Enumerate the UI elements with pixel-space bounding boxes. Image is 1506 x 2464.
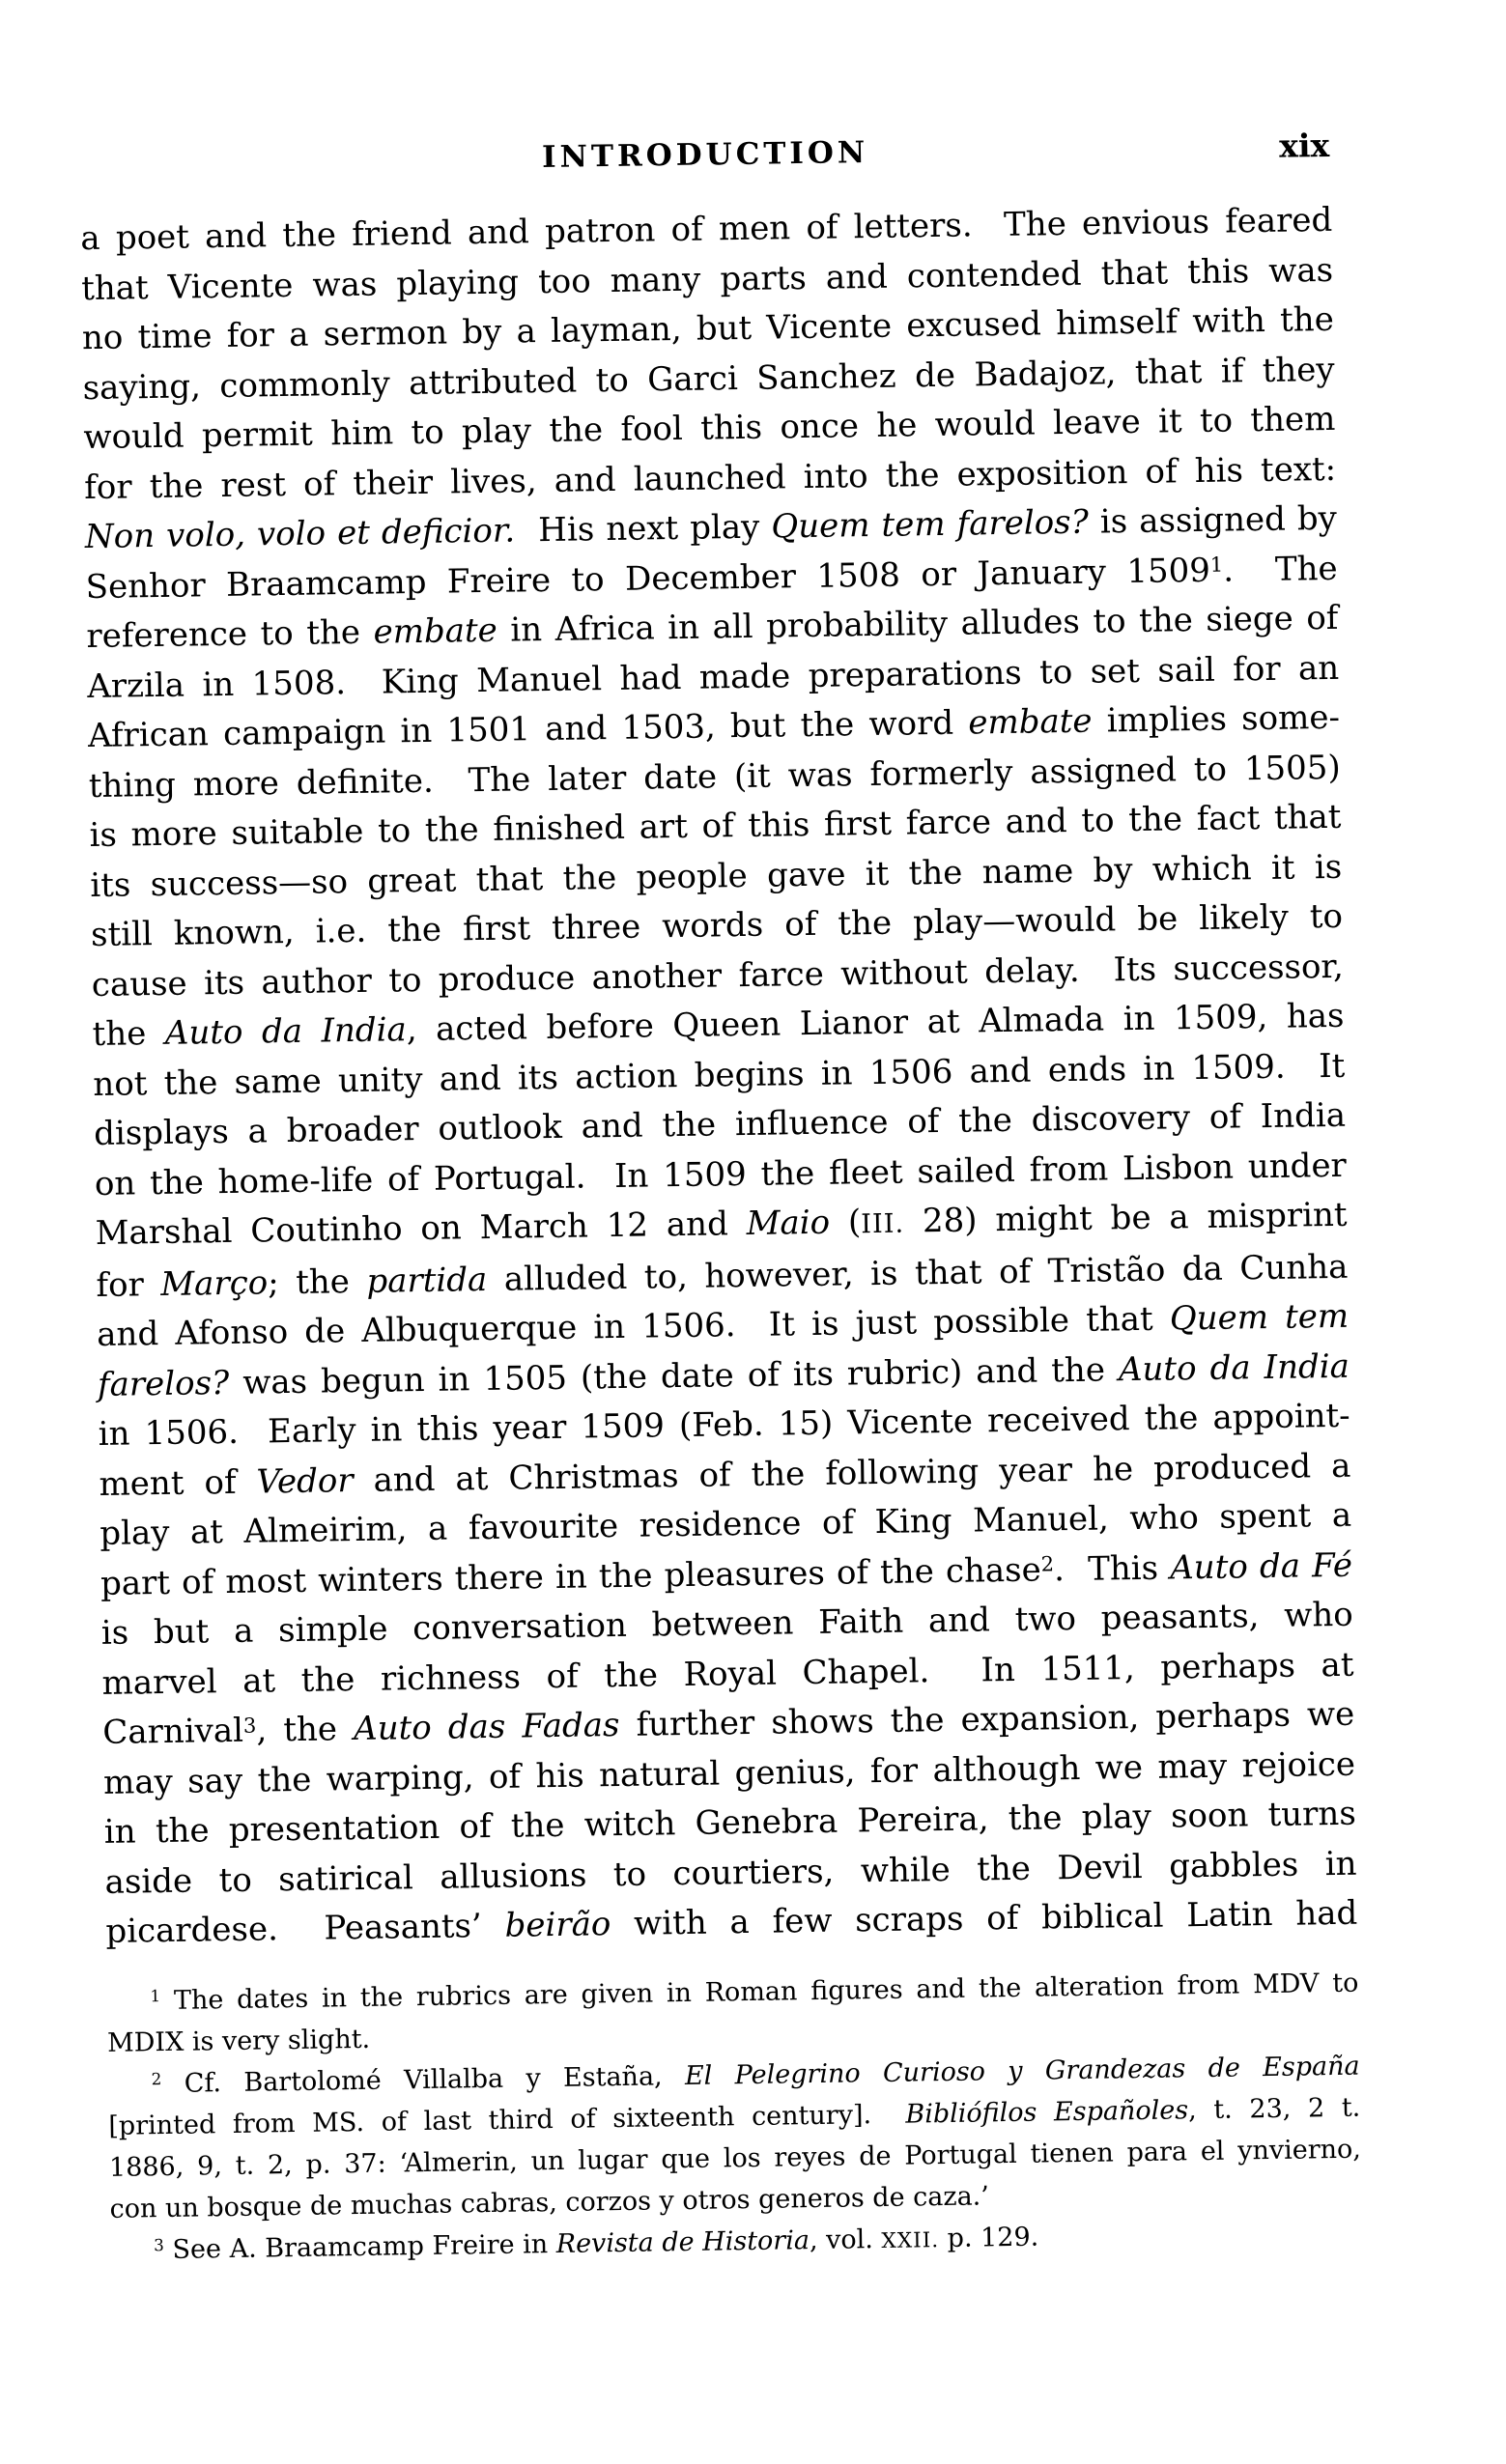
text-segment: still known, i.e. the first three words of the play—would be likely to — [90, 896, 1344, 955]
footnote-marker: 1 — [1209, 552, 1224, 577]
text-segment: farelos? — [97, 1363, 230, 1404]
text-segment: El Pelegrino Curioso y Grandezas de España — [684, 2051, 1360, 2091]
text-segment: part of most winters there in the pleasures of the chase — [99, 1549, 1041, 1603]
text-segment: implies some- — [1092, 697, 1341, 741]
footnote-marker: 2 — [151, 2069, 162, 2089]
text-segment: that Vicente was playing too many parts and contended that this was — [80, 250, 1334, 308]
text-segment: reference to the — [86, 612, 374, 657]
text-segment: The dates in the rubrics are given in Roman figures and the alteration from MDV to — [159, 1968, 1359, 2016]
text-segment: in Africa in all probability alludes to the siege of — [497, 598, 1339, 650]
text-segment: See A. Braamcamp Freire in — [163, 2228, 556, 2265]
text-segment: not the same unity and its action begins in 1506 and ends in 1509. It — [93, 1046, 1346, 1104]
text-segment: embate — [968, 701, 1093, 743]
text-segment: in the presentation of the witch Genebra Pereira, the play soon turns — [103, 1794, 1357, 1852]
text-segment: Quem tem farelos? — [771, 502, 1090, 547]
text-segment: . This — [1053, 1548, 1171, 1589]
text-segment: and Afonso de Albuquerque in 1506. It is just possible that — [96, 1299, 1171, 1354]
text-segment: alluded to, however, is that of Tristão da Cunha — [486, 1247, 1349, 1299]
text-segment: for the rest of their lives, and launched into the exposition of his text: — [83, 449, 1337, 507]
text-segment: is more suitable to the finished art of this first farce and to the fact that — [89, 797, 1342, 856]
text-segment: . The — [1222, 549, 1338, 590]
footnotes — [106, 1962, 1362, 2273]
footnote-marker: 3 — [154, 2235, 165, 2255]
text-segment: Marshal Coutinho on March 12 and — [95, 1204, 747, 1253]
text-segment: displays a broader outlook and the influence of the discovery of India — [93, 1095, 1347, 1153]
footnote-marker: 1 — [150, 1986, 161, 2006]
text-segment: saying, commonly attributed to Garci Sanchez de Badajoz, that if they — [82, 350, 1335, 408]
text-segment: Arzila in 1508. King Manuel had made preparations to set sail for an — [86, 648, 1340, 706]
text-segment: marvel at the richness of the Royal Chapel. In 1511, perhaps at — [101, 1645, 1354, 1703]
text-segment: XXII. — [881, 2227, 940, 2253]
text-segment: partida — [366, 1260, 488, 1301]
text-segment: Non volo, volo et deficior. — [84, 511, 516, 557]
text-segment: Auto da India — [164, 1010, 408, 1053]
text-segment: Auto da Fé — [1169, 1545, 1353, 1588]
text-segment: for — [96, 1264, 161, 1305]
page-header — [79, 123, 1332, 187]
text-segment: is assigned by — [1088, 498, 1338, 542]
text-segment: 1886, 9, t. 2, p. 37: ‘Almerin, un lugar que los reyes de Portugal tienen para el ynvierno, — [108, 2134, 1362, 2183]
text-segment: Março — [160, 1262, 269, 1304]
text-segment: p. 129. — [938, 2222, 1039, 2253]
text-segment: Auto das Fadas — [353, 1705, 620, 1749]
text-segment: a poet and the friend and patron of men of letters. The envious feared — [80, 200, 1333, 259]
text-segment: embate — [373, 610, 498, 652]
text-segment: , t. 23, 2 t. — [1187, 2092, 1361, 2125]
text-segment: may say the warping, of his natural genius, for although we may rejoice — [102, 1744, 1356, 1802]
text-segment: play at Almeirim, a favourite residence of King Manuel, who spent a — [99, 1495, 1352, 1553]
text-segment: ment of — [99, 1462, 257, 1504]
text-segment: , vol. — [809, 2223, 882, 2255]
text-segment: is but a simple conversation between Faith and two peasants, who — [100, 1595, 1353, 1653]
text-segment: thing more definite. The later date (it was formerly assigned to 1505) — [88, 748, 1341, 806]
text-segment: Carnival — [102, 1711, 244, 1752]
text-segment: ( — [829, 1203, 862, 1242]
text-segment: and at Christmas of the following year he produced a — [353, 1446, 1351, 1500]
text-segment: in 1506. Early in this year 1509 (Feb. 15) Vicente received the appoint- — [98, 1396, 1350, 1454]
text-segment: cause its author to produce another farce without delay. Its successor, — [91, 947, 1345, 1005]
text-segment: African campaign in 1501 and 1503, but the word — [87, 703, 969, 756]
text-segment: no time for a sermon by a layman, but Vicente excused himself with the — [81, 299, 1335, 358]
text-segment: [printed from MS. of last third of sixteenth century]. — [108, 2099, 906, 2141]
text-segment: on the home-life of Portugal. In 1509 the fleet sailed from Lisbon under — [94, 1146, 1348, 1204]
text-segment: MDIX is very slight. — [106, 2024, 371, 2058]
text-segment: Cf. Bartolomé Villalba y Estaña, — [161, 2060, 686, 2099]
text-segment: with a few scraps of biblical Latin had — [611, 1893, 1358, 1944]
text-segment: would permit him to play the fool this once he would leave it to them — [83, 399, 1336, 458]
footnote-marker: 2 — [1040, 1551, 1055, 1576]
running-header-title: INTRODUCTION — [541, 134, 869, 175]
text-segment: Maio — [746, 1203, 831, 1243]
text-segment: the — [92, 1013, 166, 1054]
page-number: xix — [1278, 126, 1330, 165]
text-segment: its success—so great that the people gave it the name by which it is — [90, 847, 1343, 905]
text-segment: III. — [861, 1208, 905, 1240]
text-segment: Senhor Braamcamp Freire to December 1508 or January 1509 — [85, 551, 1211, 607]
text-segment: Vedor — [256, 1460, 354, 1502]
text-segment: Bibliófilos Españoles — [905, 2094, 1189, 2130]
text-segment: picardese. Peasants’ — [105, 1906, 505, 1951]
text-segment: His next play — [514, 507, 772, 551]
text-segment: Revista de Historia — [555, 2224, 810, 2259]
footnote-marker: 3 — [242, 1713, 257, 1738]
text-segment: aside to satirical allusions to courtiers, while the Devil gabbles in — [104, 1844, 1357, 1902]
text-segment: ; the — [267, 1261, 367, 1302]
text-segment: , acted before Queen Lianor at Almada in 1509, has — [406, 996, 1345, 1050]
text-segment: was begun in 1505 (the date of its rubric) and the — [228, 1349, 1120, 1402]
page-content — [79, 123, 1363, 2273]
text-segment: Auto da India — [1118, 1346, 1350, 1389]
text-segment: con un bosque de muchas cabras, corzos y otros generos de caza.’ — [109, 2180, 990, 2224]
text-segment: beirão — [504, 1905, 611, 1945]
body-text — [80, 196, 1358, 1958]
text-segment: further shows the expansion, perhaps we — [619, 1694, 1355, 1744]
text-segment: , the — [256, 1710, 355, 1750]
text-segment: Quem tem — [1169, 1296, 1350, 1339]
text-segment: 28) might be a misprint — [903, 1195, 1348, 1241]
